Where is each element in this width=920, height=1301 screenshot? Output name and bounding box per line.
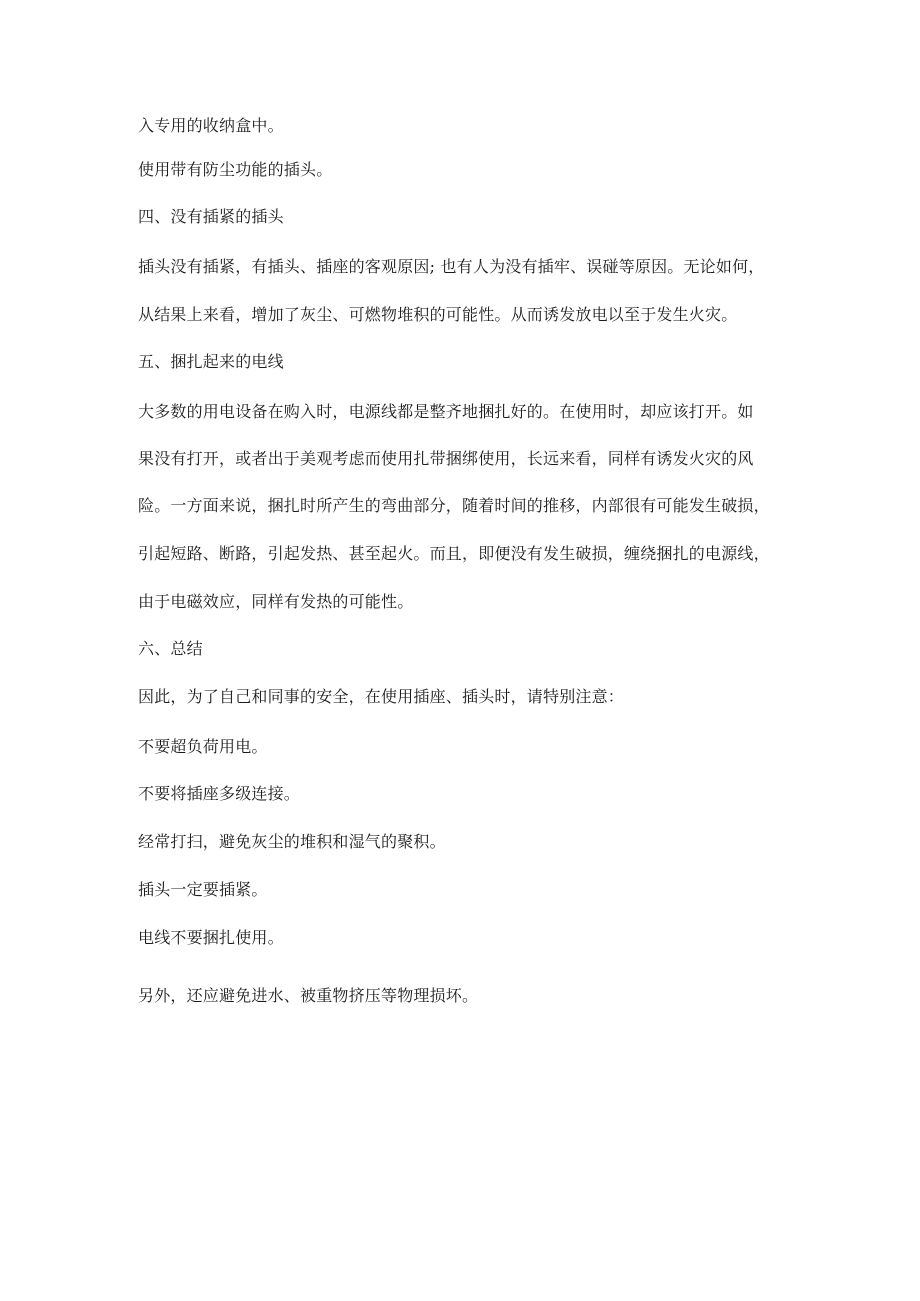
list-item: 插头一定要插紧。 bbox=[138, 880, 268, 899]
list-item: 电线不要捆扎使用。 bbox=[138, 928, 284, 947]
text-line: 插头没有插紧，有插头、插座的客观原因; 也有人为没有插牢、误碰等原因。无论如何， bbox=[138, 257, 765, 276]
text-line: 险。一方面来说，捆扎时所产生的弯曲部分，随着时间的推移，内部很有可能发生破损， bbox=[138, 496, 770, 515]
text-line: 入专用的收纳盒中。 bbox=[138, 116, 284, 135]
text-line: 由于电磁效应，同样有发热的可能性。 bbox=[138, 592, 414, 611]
text-line: 使用带有防尘功能的插头。 bbox=[138, 160, 333, 179]
section-heading: 四、没有插紧的插头 bbox=[138, 207, 284, 226]
text-line: 大多数的用电设备在购入时，电源线都是整齐地捆扎好的。在使用时，却应该打开。如 bbox=[138, 402, 754, 421]
list-item: 不要超负荷用电。 bbox=[138, 737, 268, 756]
text-line: 引起短路、断路，引起发热、甚至起火。而且，即便没有发生破损，缠绕捆扎的电源线， bbox=[138, 544, 770, 563]
list-item: 经常打扫，避免灰尘的堆积和湿气的聚积。 bbox=[138, 832, 446, 851]
list-item: 不要将插座多级连接。 bbox=[138, 784, 301, 803]
section-heading: 六、总结 bbox=[138, 639, 203, 658]
text-line: 果没有打开，或者出于美观考虑而使用扎带捆绑使用，长远来看，同样有诱发火灾的风 bbox=[138, 449, 754, 468]
section-heading: 五、捆扎起来的电线 bbox=[138, 352, 284, 371]
text-line: 因此，为了自己和同事的安全，在使用插座、插头时，请特别注意： bbox=[138, 687, 625, 706]
text-line: 从结果上来看，增加了灰尘、可燃物堆积的可能性。从而诱发放电以至于发生火灾。 bbox=[138, 305, 738, 324]
text-line: 另外，还应避免进水、被重物挤压等物理损坏。 bbox=[138, 986, 479, 1005]
